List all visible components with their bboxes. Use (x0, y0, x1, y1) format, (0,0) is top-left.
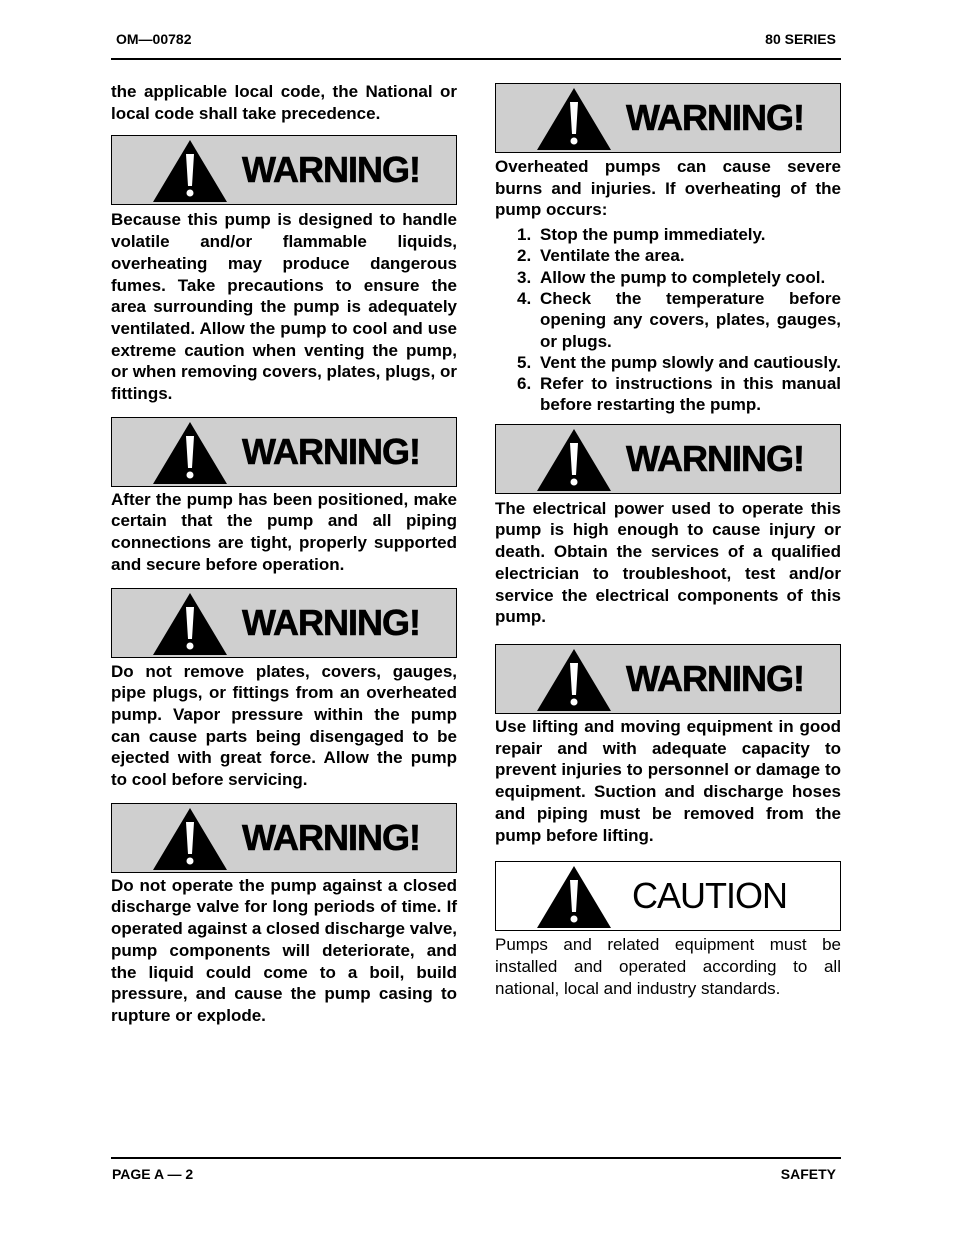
warning-banner (111, 588, 457, 658)
warning-triangle-icon (152, 421, 228, 485)
intro-text: the applicable local code, the National or local code shall take precedence. (111, 82, 457, 123)
warning-label: WARNING! (626, 437, 804, 479)
overheat-steps-list (495, 224, 841, 416)
warning-banner (111, 135, 457, 205)
warning-text-ventilation: Because this pump is designed to handle volatile and/or flammable liquids, overheating may produce dangerous fumes. Take precautions to ensure the area surrounding the pump is adequately ventilated. Allow the pump to cool and use extreme caution when venting the pump, or when removing covers, plates, plugs, or fittings. (111, 210, 457, 404)
warning-label: WARNING! (242, 149, 420, 191)
section-label: SAFETY (780, 1166, 836, 1182)
warning-text-electrical: The electrical power used to operate this pump is high enough to cause injury or death. Obtain the services of a qualified electrician to troubleshoot, test and/or service the electrical components of this pump. (495, 498, 841, 627)
warning-triangle-icon (152, 592, 228, 656)
warning-label: WARNING! (242, 816, 420, 858)
warning-banner (495, 83, 841, 153)
warning-triangle-icon (536, 648, 612, 712)
caution-triangle-icon (536, 865, 612, 929)
warning-banner (495, 424, 841, 494)
caution-banner (495, 861, 841, 931)
warning-label: WARNING! (242, 601, 420, 643)
warning-triangle-icon (536, 87, 612, 151)
doc-number: OM—00782 (116, 31, 192, 47)
warning-triangle-icon (152, 807, 228, 871)
list-item: 5. Vent the pump slowly and cautiously. (517, 352, 842, 372)
list-item: 2. Ventilate the area. (517, 246, 685, 266)
list-item: 1. Stop the pump immediately. (517, 225, 766, 245)
right-column (495, 83, 841, 999)
warning-text-connections: After the pump has been positioned, make certain that the pump and all piping connections are tight, properly supported and secure before operation. (111, 489, 457, 574)
list-item: 6. Refer to instructions in this manual before restarting the pump. (517, 374, 841, 415)
warning-label: WARNING! (626, 97, 804, 138)
left-column (111, 81, 457, 1027)
warning-label: WARNING! (242, 430, 420, 472)
caution-text: Pumps and related equipment must be installed and operated according to all national, local and industry standards. (495, 935, 841, 998)
series-label: 80 SERIES (765, 31, 836, 47)
header-rule (111, 58, 841, 60)
page-number: PAGE A — 2 (112, 1166, 194, 1182)
warning-banner (111, 803, 457, 873)
warning-text-vapor-pressure: Do not remove plates, covers, gauges, pipe plugs, or fittings from an overheated pump. Vapor pressure within the pump can cause parts being disengaged to be ejected with great force. Allow the pump to cool before servicing. (111, 661, 457, 790)
caution-label: CAUTION (632, 875, 787, 917)
warning-banner (495, 644, 841, 714)
warning-triangle-icon (536, 428, 612, 492)
warning-text-overheated: Overheated pumps can cause severe burns and injuries. If overheating of the pump occurs: (495, 157, 841, 220)
warning-text-lifting: Use lifting and moving equipment in good repair and with adequate capacity to prevent injuries to personnel or damage to equipment. Suction and discharge hoses and piping must be removed from the pump before lifting. (495, 717, 841, 845)
warning-label: WARNING! (626, 658, 804, 699)
warning-triangle-icon (152, 139, 228, 203)
footer-rule (111, 1157, 841, 1159)
list-item: 4. Check the temperature before opening any covers, plates, gauges, or plugs. (517, 289, 841, 351)
list-item: 3. Allow the pump to completely cool. (517, 267, 826, 287)
warning-text-closed-valve: Do not operate the pump against a closed discharge valve for long periods of time. If operated against a closed discharge valve, pump components will deteriorate, and the liquid could come to a boil, build pressure, and cause the pump casing to rupture or explode. (111, 875, 457, 1025)
warning-banner (111, 417, 457, 487)
